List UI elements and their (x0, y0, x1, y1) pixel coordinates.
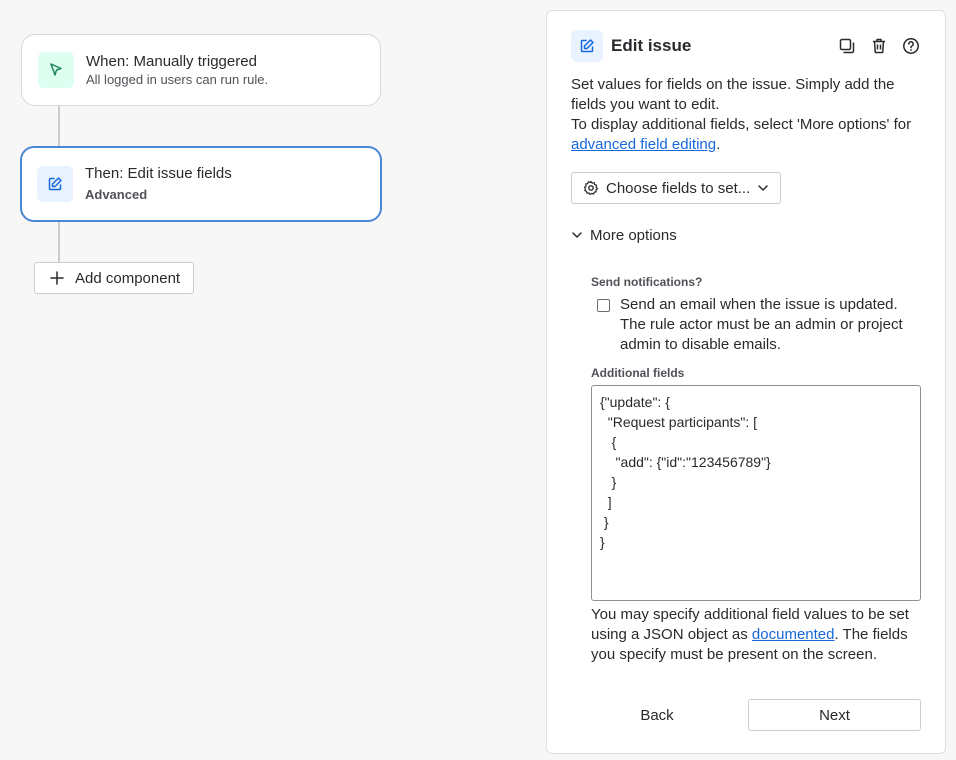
more-options-toggle[interactable] (571, 225, 677, 245)
trigger-title: When: Manually triggered (86, 52, 257, 70)
send-notifications-label: Send notifications? (591, 275, 703, 289)
add-component-label: Add component (75, 269, 181, 287)
additional-fields-label: Additional fields (591, 366, 685, 380)
duplicate-icon[interactable] (837, 36, 857, 56)
action-node[interactable] (20, 146, 382, 222)
help-prefix: You may specify additional field values to be set using a JSON object as (591, 606, 909, 643)
additional-fields-textarea[interactable]: {"update": { "Request participants": [ { "add": {"id":"123456789"} } ] } } (591, 385, 921, 601)
action-subtitle: Advanced (85, 187, 148, 202)
trigger-subtitle: All logged in users can run rule. (86, 71, 269, 87)
more-options-label: More options (590, 226, 677, 244)
connector-line (58, 106, 60, 146)
panel-title: Edit issue (611, 36, 692, 55)
panel-description (571, 75, 923, 155)
connector-line (58, 222, 60, 262)
choose-fields-label: Choose fields to set... (606, 179, 751, 197)
help-icon[interactable] (901, 36, 921, 56)
advanced-field-editing-link[interactable]: advanced field editing (571, 136, 717, 153)
plus-icon (49, 270, 65, 286)
edit-icon (571, 30, 603, 62)
gear-icon (583, 180, 599, 196)
additional-fields-help (591, 605, 923, 665)
next-button[interactable]: Next (748, 699, 921, 731)
send-notifications-row (597, 295, 917, 355)
edit-issue-panel (546, 10, 946, 754)
cursor-click-icon (38, 52, 74, 88)
add-component-button[interactable] (34, 262, 194, 294)
panel-header (571, 30, 921, 62)
trigger-node[interactable] (21, 34, 381, 106)
send-notifications-checkbox[interactable] (597, 299, 610, 312)
chevron-down-icon (757, 182, 769, 194)
documented-link[interactable]: documented (751, 626, 835, 643)
chevron-down-icon (571, 229, 583, 241)
edit-icon (37, 166, 73, 202)
description-line1: Set values for fields on the issue. Simply add the fields you want to edit. (571, 76, 895, 113)
description-suffix: . (716, 136, 721, 153)
action-title: Then: Edit issue fields (85, 165, 232, 182)
description-line2: To display additional fields, select 'More options' for (571, 116, 912, 133)
trash-icon[interactable] (869, 36, 889, 56)
send-notifications-text: Send an email when the issue is updated. The rule actor must be an admin or project admin to disable emails. (620, 296, 903, 353)
back-button[interactable]: Back (640, 706, 674, 724)
help-suffix: . The fields you specify must be present on the screen. (591, 626, 908, 663)
choose-fields-dropdown[interactable] (571, 172, 781, 204)
